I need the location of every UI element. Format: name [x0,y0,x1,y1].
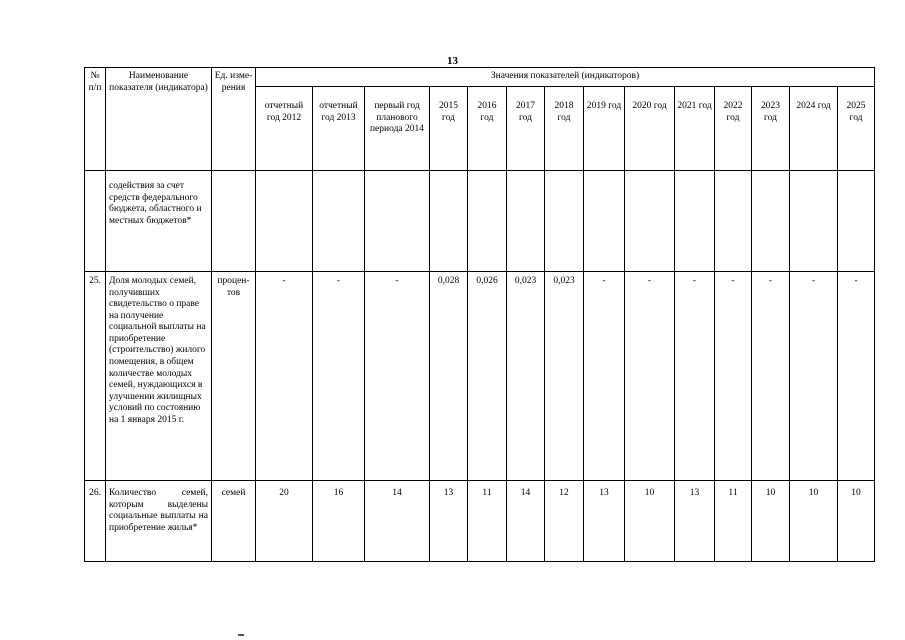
header-column: 2015 год [430,87,468,171]
value-cell [365,171,430,272]
header-name: Наименование показателя (индикатора) [106,68,212,171]
header-column: 2016 год [468,87,507,171]
value-cell [256,171,313,272]
header-values-group: Значения показателей (индикаторов) [256,68,875,87]
value-cell: 0,028 [430,272,468,481]
value-cell: 12 [545,481,584,562]
header-column: 2020 год [625,87,675,171]
value-cell [584,171,625,272]
value-cell: - [675,272,715,481]
header-column: 2023 год [752,87,790,171]
value-cell: 10 [752,481,790,562]
table-row [85,481,875,562]
header-column: 2024 год [790,87,838,171]
header-column: первый год планового периода 2014 [365,87,430,171]
value-cell: - [752,272,790,481]
value-cell: - [313,272,365,481]
value-cell [468,171,507,272]
indicator-name: содействия за счет средств федерального бюджета, областного и местных бюджетов* [106,171,212,272]
header-unit: Ед. изме-рения [212,68,256,171]
value-cell [545,171,584,272]
value-cell: 11 [715,481,752,562]
value-cell: 13 [430,481,468,562]
header-column: 2021 год [675,87,715,171]
value-cell: 14 [507,481,545,562]
value-cell [675,171,715,272]
value-cell: 10 [625,481,675,562]
header-column: 2025 год [838,87,875,171]
indicator-name: Доля молодых семей, получивших свидетельство о праве на получение социальной выплаты на приобретение (строительство) жилого помещения, в общем количестве молодых семей, нуждающихся в улучшении жилищных условий по состоянию на 1 января 2015 г. [106,272,212,481]
scan-artifact [238,634,244,636]
value-cell [715,171,752,272]
header-column: 2018 год [545,87,584,171]
value-cell: - [838,272,875,481]
value-cell [507,171,545,272]
value-cell: - [790,272,838,481]
value-cell: 13 [584,481,625,562]
row-number [85,171,106,272]
value-cell: - [715,272,752,481]
value-cell [430,171,468,272]
value-cell [790,171,838,272]
value-cell: 20 [256,481,313,562]
value-cell: 14 [365,481,430,562]
value-cell: - [584,272,625,481]
table-row [85,272,875,481]
row-number: 25. [85,272,106,481]
unit-cell: процен-тов [212,272,256,481]
value-cell: 10 [790,481,838,562]
value-cell [313,171,365,272]
indicator-name: Количество семей, которым выделены социальные выплаты на приобретение жилья* [106,481,212,562]
value-cell: 16 [313,481,365,562]
header-row [85,68,875,87]
header-column: отчетный год 2012 [256,87,313,171]
value-cell [838,171,875,272]
value-cell: 13 [675,481,715,562]
header-column: 2022 год [715,87,752,171]
header-column: 2019 год [584,87,625,171]
value-cell: - [365,272,430,481]
value-cell: - [256,272,313,481]
value-cell: 10 [838,481,875,562]
header-column: отчетный год 2013 [313,87,365,171]
indicators-table [84,67,875,562]
header-no: № п/п [85,68,106,171]
row-number: 26. [85,481,106,562]
header-column: 2017 год [507,87,545,171]
value-cell [625,171,675,272]
value-cell: 0,023 [507,272,545,481]
table-row [85,171,875,272]
unit-cell [212,171,256,272]
value-cell: - [625,272,675,481]
value-cell [752,171,790,272]
value-cell: 11 [468,481,507,562]
unit-cell: семей [212,481,256,562]
page-number: 13 [447,55,458,67]
value-cell: 0,026 [468,272,507,481]
value-cell: 0,023 [545,272,584,481]
